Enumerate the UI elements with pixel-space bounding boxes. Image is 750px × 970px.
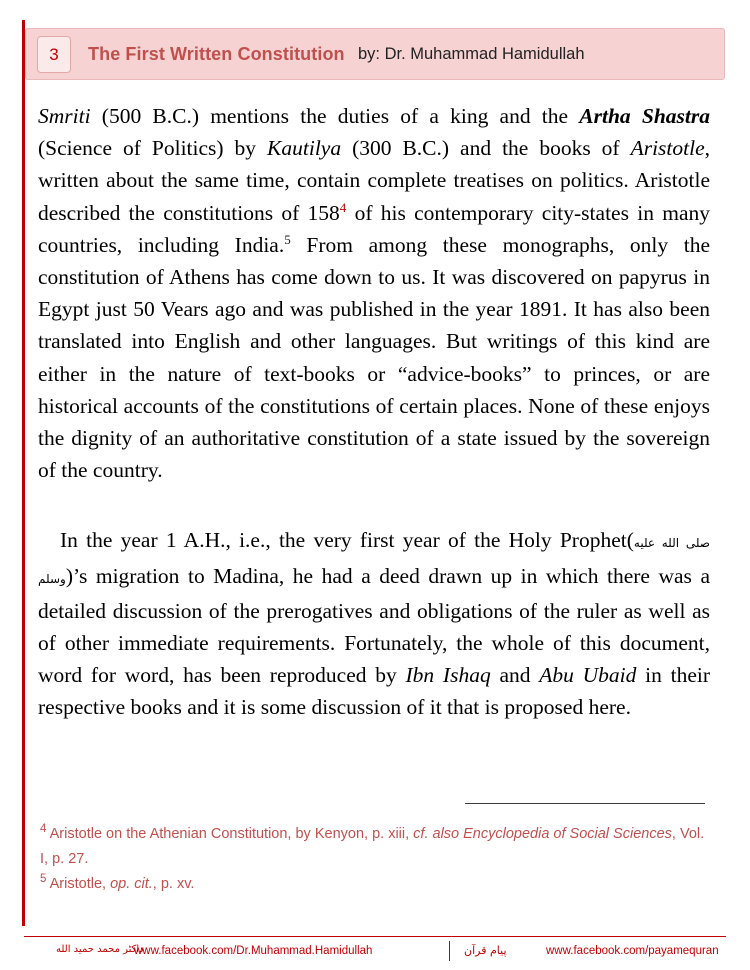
footnote-text-2-italic: op. cit.	[110, 876, 153, 892]
p2-seg-4: and	[490, 663, 540, 688]
footnote-ref-5: 5	[284, 231, 291, 247]
p2-seg-5: Abu Ubaid	[539, 663, 637, 688]
p1-seg-4: (Science of Politics) by	[38, 136, 268, 161]
footnote-text-2-tail: , p. xv.	[152, 876, 195, 892]
left-margin-rule	[22, 20, 25, 926]
footer-left-url[interactable]: www.facebook.com/Dr.Muhammad.Hamidullah	[134, 945, 373, 957]
arabic-honorific: صلى الله عليه وسلم	[38, 536, 710, 586]
p1-seg-8: , written about the same time, contain complete treatises on politics. Aristotle described the constitutions of 158	[38, 136, 710, 225]
footnote-number: 5	[40, 873, 47, 886]
footer-right-url[interactable]: www.facebook.com/payamequran	[546, 945, 719, 957]
page-header	[25, 28, 725, 80]
footer-rule	[24, 936, 726, 937]
p1-seg-7: Aristotle	[630, 136, 705, 161]
footnote-text-1-tail: , Vol. I, p. 27.	[40, 826, 705, 867]
footnote-text-1-italic: cf. also Encyclopedia of Social Sciences	[413, 826, 672, 842]
p1-seg-1: Smriti	[38, 104, 91, 128]
p2-seg-3: Ibn Ishaq	[405, 663, 491, 688]
p1-seg-5: Kautilya	[267, 136, 342, 161]
footnote-ref-4: 4	[339, 199, 347, 215]
page-number-badge: 3	[37, 36, 71, 73]
footnote-item	[40, 872, 710, 897]
footer-right-urdu-label: پیام قرآن	[464, 944, 507, 957]
paragraph-2	[38, 524, 710, 723]
p1-seg-10: From among these monographs, only the constitution of Athens has come down to us. It was discovered on papyrus in Egypt just 50 Vears ago and was published in the year 1891. It has also been translated into English and other languages. But writings of this kind are either in the nature of text-books or “advice-books” to princes, or are historical accounts of the constitutions of certain places. None of these enjoys the dignity of an authoritative constitution of a state issued by the sovereign of the country.	[38, 232, 710, 483]
p2-seg-2: )’s migration to Madina, he had a deed drawn up in which there was a detailed discussion of the prerogatives and obligations of the ruler as well as of other immediate requirements. Fortunately, the whole of this document, word for word, has been reproduced by	[38, 563, 710, 688]
p1-seg-6: (300 B.C.) and the books of	[341, 136, 631, 161]
footnote-item	[40, 822, 710, 872]
footnote-text-1: Aristotle on the Athenian Constitution, by Kenyon, p. xiii,	[49, 826, 414, 842]
p1-seg-2: (500 B.C.) mentions the duties of a king and the	[90, 104, 580, 128]
p2-seg-1: In the year 1 A.H., i.e., the very first year of the Holy Prophet(	[60, 528, 634, 553]
page-title: The First Written Constitution	[88, 44, 345, 64]
page-footer	[24, 941, 726, 965]
p2-seg-6: in their respective books and it is some discussion of it that is proposed here.	[38, 663, 711, 720]
p1-seg-9: of his contemporary city-states in many countries, including India.	[38, 200, 710, 257]
footer-left-urdu-label: داكٹر محمد حميد الله	[56, 944, 144, 955]
footnote-separator	[465, 803, 705, 804]
body-text	[38, 100, 710, 724]
footnote-list	[40, 822, 710, 897]
footnote-number: 4	[40, 823, 47, 836]
footnote-text-2: Aristotle,	[49, 876, 111, 892]
page-author: by: Dr. Muhammad Hamidullah	[358, 45, 585, 63]
p1-seg-3: Artha Shastra	[579, 104, 710, 128]
paragraph-1	[38, 100, 710, 486]
footer-divider	[449, 941, 450, 961]
